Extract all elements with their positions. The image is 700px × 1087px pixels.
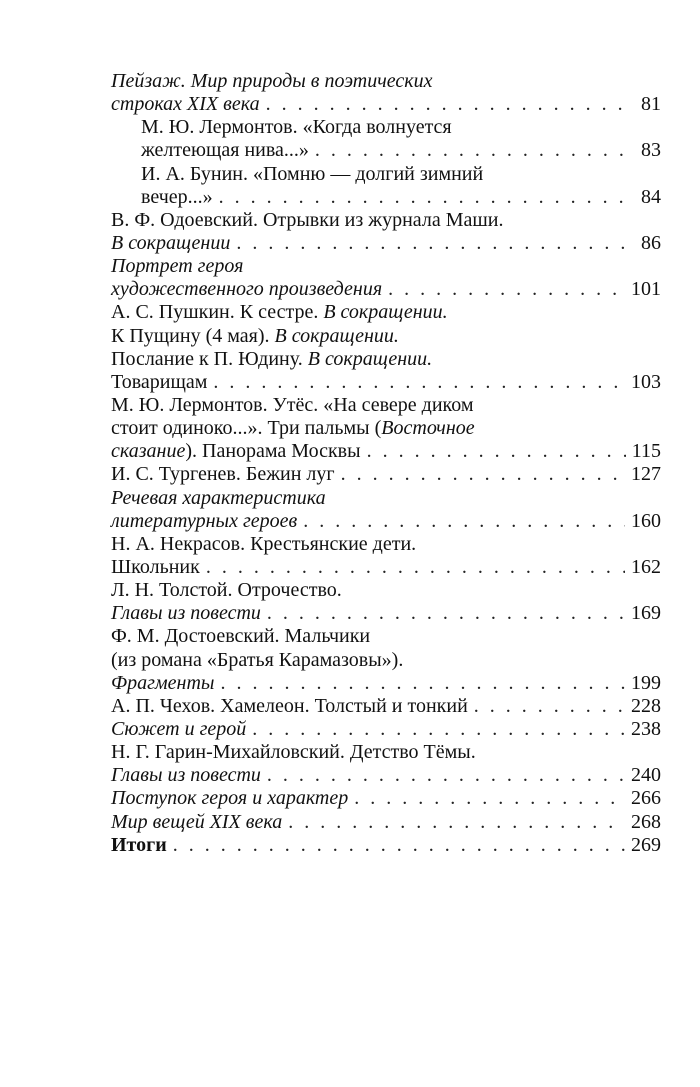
toc-row — [111, 487, 661, 510]
page-number: 84 — [641, 185, 661, 208]
toc-entry-title — [111, 232, 230, 255]
dot-leader — [213, 371, 625, 394]
toc-entry-title — [111, 579, 342, 602]
toc-entry-title — [111, 440, 361, 463]
toc-text-part: литературных героев — [111, 509, 298, 532]
page-number: 101 — [631, 278, 661, 301]
toc-text-part: Послание к П. Юдину. — [111, 347, 308, 370]
toc-text-part: Фрагменты — [111, 671, 215, 694]
toc-line — [141, 116, 661, 139]
page-number: 238 — [631, 717, 661, 740]
toc-row — [111, 278, 661, 301]
toc-row — [111, 672, 661, 695]
toc-row — [111, 834, 661, 857]
toc-entry-title — [111, 278, 382, 301]
toc-text-part: М. Ю. Лермонтов. «Когда волнуется — [141, 116, 452, 139]
toc-entry-title — [141, 116, 452, 139]
toc-entry-title — [111, 834, 167, 857]
toc-line — [111, 602, 661, 625]
toc-row — [111, 348, 661, 371]
toc-text-part: В. Ф. Одоевский. Отрывки из журнала Маши. — [111, 208, 504, 231]
toc-entry-title — [111, 487, 326, 510]
toc-entry-title — [111, 417, 475, 440]
toc-text-part: Товарищам — [111, 370, 208, 393]
toc-entry-title — [111, 787, 348, 810]
toc-row — [111, 741, 661, 764]
page-number: 115 — [631, 440, 661, 463]
page-number: 240 — [631, 764, 661, 787]
toc-line — [111, 232, 661, 255]
toc-row — [111, 255, 661, 278]
toc-text-part: В сокращении — [111, 231, 231, 254]
toc-line — [111, 649, 661, 672]
toc-line — [111, 834, 661, 857]
toc-row — [111, 371, 661, 394]
toc-entry-title — [111, 718, 246, 741]
toc-entry-title — [111, 625, 370, 648]
toc-entry-title — [111, 533, 416, 556]
toc-text-part: М. Ю. Лермонтов. Утёс. «На севере диком — [111, 393, 474, 416]
toc-entry-title — [141, 186, 213, 209]
toc-line — [111, 278, 661, 301]
toc-row — [111, 139, 661, 162]
toc-line — [111, 718, 661, 741]
page-number: 86 — [641, 231, 661, 254]
page-number: 269 — [631, 833, 661, 856]
toc-line — [111, 533, 661, 556]
toc-text-part: Ф. М. Достоевский. Мальчики — [111, 625, 371, 648]
toc-line — [141, 163, 661, 186]
page-number: 228 — [631, 694, 661, 717]
toc-text-part: художественного произведения — [111, 278, 383, 301]
toc-entry-title — [141, 139, 309, 162]
toc-line — [111, 764, 661, 787]
toc-line — [111, 625, 661, 648]
toc-entry-title — [111, 602, 261, 625]
toc-line — [111, 93, 661, 116]
dot-leader — [219, 186, 627, 209]
toc-text-part: Речевая характеристика — [111, 486, 326, 509]
page-number: 81 — [641, 93, 661, 116]
toc-row — [111, 649, 661, 672]
toc-row — [111, 209, 661, 232]
toc-text-part: Сюжет и герой — [111, 717, 247, 740]
page-number: 268 — [631, 810, 661, 833]
dot-leader — [288, 811, 625, 834]
toc-entry-title — [111, 301, 448, 324]
page-number: 83 — [641, 139, 661, 162]
dot-leader — [173, 834, 625, 857]
toc-text-part: ). Панорама Москвы — [185, 440, 361, 463]
toc-text-part: Н. Г. Гарин-Михайловский. Детство Тёмы. — [111, 741, 476, 764]
toc-text-part: стоит одиноко...». Три пальмы ( — [111, 417, 382, 440]
toc-line — [111, 510, 661, 533]
toc-text-part: А. П. Чехов. Хамелеон. Толстый и тонкий — [111, 694, 468, 717]
toc-text-part: А. С. Пушкин. К сестре. — [111, 301, 324, 324]
page-number: 160 — [631, 509, 661, 532]
toc-line — [141, 139, 661, 162]
toc-text-part: вечер...» — [141, 185, 213, 208]
dot-leader — [367, 440, 626, 463]
toc-text-part: Главы из повести — [111, 764, 261, 787]
toc-text-part: Пейзаж. Мир природы в поэтических — [111, 70, 433, 92]
toc-text-part: желтеющая нива...» — [141, 139, 309, 162]
toc-entry-title — [111, 93, 260, 116]
toc-line — [141, 186, 661, 209]
toc-entry-title — [111, 556, 200, 579]
toc-text-part: Мир вещей XIX века — [111, 810, 283, 833]
toc-row — [111, 602, 661, 625]
toc-entry-title — [111, 649, 403, 672]
toc-line — [111, 487, 661, 510]
dot-leader — [354, 787, 625, 810]
toc-line — [111, 695, 661, 718]
toc-text-part: строках XIX века — [111, 93, 260, 116]
toc-entry-title — [111, 255, 243, 278]
toc-line — [111, 209, 661, 232]
toc-line — [111, 556, 661, 579]
dot-leader — [252, 718, 625, 741]
page-number: 266 — [631, 787, 661, 810]
page-number: 169 — [631, 602, 661, 625]
toc-entry-title — [111, 672, 214, 695]
toc-row — [111, 463, 661, 486]
dot-leader — [474, 695, 625, 718]
toc-entry-title — [111, 70, 432, 93]
toc-text-part: В сокращении. — [323, 301, 448, 324]
toc-row — [111, 556, 661, 579]
toc-text-part: И. А. Бунин. «Помню — долгий зимний — [141, 162, 484, 185]
toc-text-part: Школьник — [111, 555, 200, 578]
toc-row — [111, 811, 661, 834]
toc-line — [111, 255, 661, 278]
toc-text-part: (из романа «Братья Карамазовы»). — [111, 648, 404, 671]
toc-row — [111, 764, 661, 787]
dot-leader — [267, 764, 625, 787]
toc-entry-title — [141, 163, 483, 186]
dot-leader — [266, 93, 627, 116]
dot-leader — [388, 278, 625, 301]
page-number: 199 — [631, 671, 661, 694]
toc-line — [111, 394, 661, 417]
dot-leader — [303, 510, 625, 533]
toc-entry-title — [111, 741, 476, 764]
toc-row — [111, 440, 661, 463]
toc-line — [111, 301, 661, 324]
toc-line — [111, 70, 661, 93]
dot-leader — [267, 602, 625, 625]
toc-row — [111, 93, 661, 116]
toc-entry-title — [111, 463, 335, 486]
toc-row — [111, 417, 661, 440]
toc-row — [111, 70, 661, 93]
toc-entry-title — [111, 811, 282, 834]
page-number: 103 — [631, 370, 661, 393]
toc-line — [111, 325, 661, 348]
toc-line — [111, 440, 661, 463]
toc-entry-title — [111, 348, 432, 371]
toc-line — [111, 579, 661, 602]
toc-line — [111, 672, 661, 695]
toc-text-part: Поступок героя и характер — [111, 787, 349, 810]
toc-text-part: сказание — [111, 440, 186, 463]
toc-entry-title — [111, 209, 503, 232]
dot-leader — [220, 672, 625, 695]
page-number: 127 — [631, 463, 661, 486]
dot-leader — [341, 463, 625, 486]
toc-row — [111, 116, 661, 139]
toc-text-part: В сокращении. — [307, 347, 433, 370]
toc-row — [111, 394, 661, 417]
toc-entry-title — [111, 510, 297, 533]
toc-row — [111, 533, 661, 556]
toc-text-part: И. С. Тургенев. Бежин луг — [111, 463, 335, 486]
toc-entry-title — [111, 764, 261, 787]
toc-row — [111, 695, 661, 718]
toc-line — [111, 371, 661, 394]
dot-leader — [236, 232, 627, 255]
toc-line — [111, 348, 661, 371]
toc-line — [111, 741, 661, 764]
toc-entry-title — [111, 371, 207, 394]
toc-entry-title — [111, 325, 399, 348]
toc-text-part: Главы из повести — [111, 602, 261, 625]
toc-row — [111, 787, 661, 810]
toc-row — [111, 579, 661, 602]
toc-line — [111, 463, 661, 486]
toc-row — [111, 163, 661, 186]
toc-line — [111, 787, 661, 810]
toc-row — [111, 718, 661, 741]
toc-row — [111, 232, 661, 255]
toc-text-part: В сокращении. — [274, 324, 399, 347]
toc-line — [111, 417, 661, 440]
toc-text-part: Л. Н. Толстой. Отрочество. — [111, 579, 342, 602]
dot-leader — [315, 139, 627, 162]
toc-line — [111, 811, 661, 834]
toc-text-part: К Пущину (4 мая). — [111, 324, 275, 347]
toc-row — [111, 301, 661, 324]
toc-text-part: Портрет героя — [111, 255, 244, 278]
toc-row — [111, 186, 661, 209]
table-of-contents — [111, 70, 661, 857]
toc-text-part: Восточное — [381, 417, 475, 440]
page-number: 162 — [631, 555, 661, 578]
dot-leader — [206, 556, 625, 579]
toc-row — [111, 510, 661, 533]
toc-entry-title — [111, 394, 474, 417]
toc-row — [111, 325, 661, 348]
toc-entry-title — [111, 695, 468, 718]
toc-text-part: Итоги — [111, 833, 167, 856]
toc-row — [111, 625, 661, 648]
toc-text-part: Н. А. Некрасов. Крестьянские дети. — [111, 532, 417, 555]
